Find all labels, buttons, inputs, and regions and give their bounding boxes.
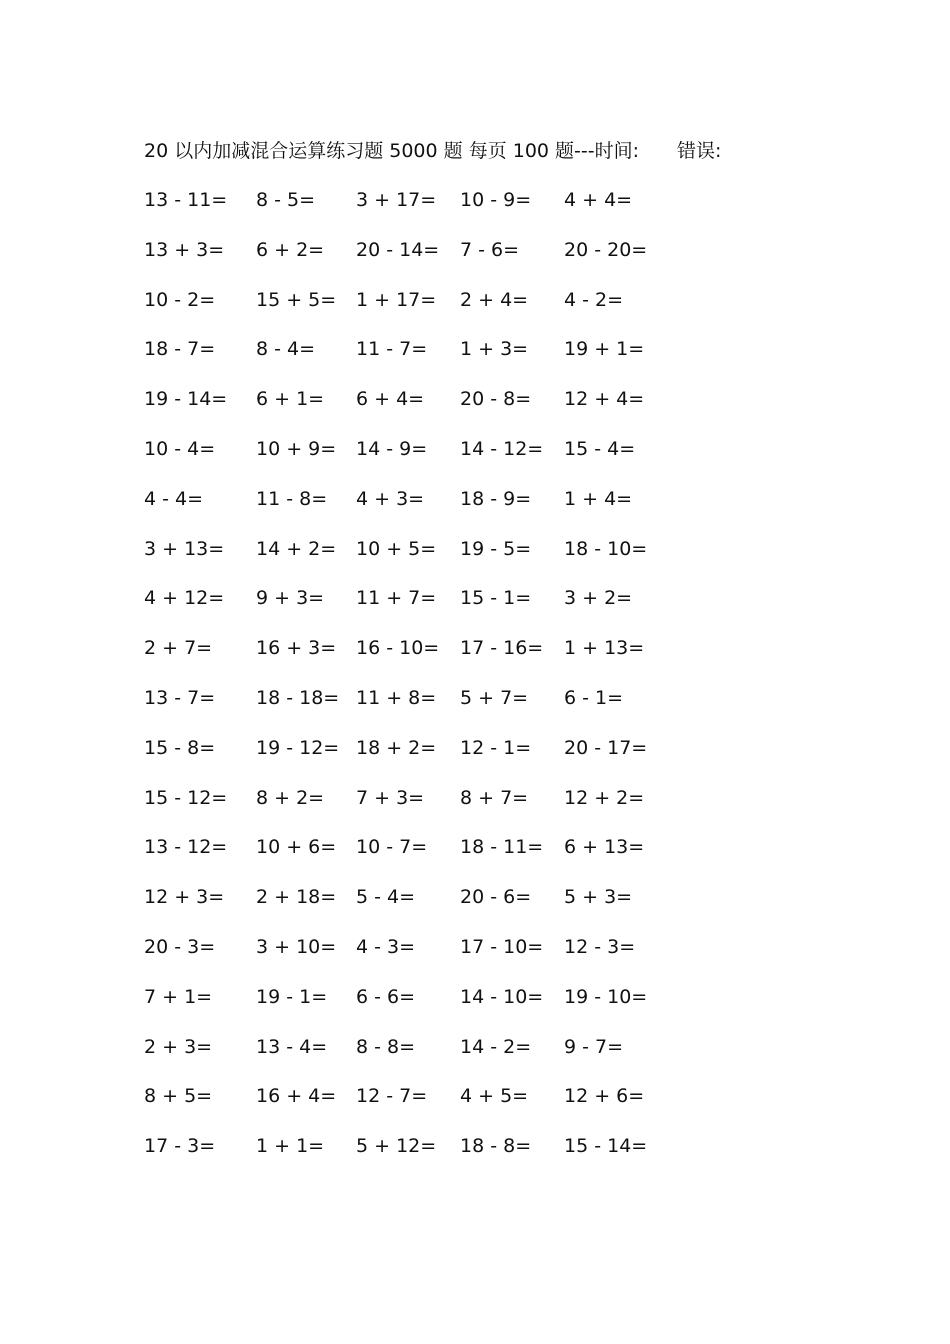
problem-row [144, 633, 684, 683]
arithmetic-problem: 3 + 17= [356, 189, 437, 211]
arithmetic-problem: 12 + 6= [564, 1085, 645, 1108]
arithmetic-problem: 2 + 18= [256, 886, 337, 909]
arithmetic-problem: 11 + 7= [356, 587, 437, 610]
arithmetic-problem: 8 - 8= [356, 1035, 416, 1058]
time-label: 时间: [594, 140, 640, 162]
arithmetic-problem: 2 + 3= [144, 1035, 213, 1058]
problem-row [144, 1032, 684, 1082]
worksheet-header [144, 136, 721, 166]
arithmetic-problem: 11 - 8= [256, 487, 328, 510]
arithmetic-problem: 9 + 3= [256, 587, 325, 610]
problem-row [144, 882, 684, 932]
arithmetic-problem: 16 - 10= [356, 637, 440, 660]
arithmetic-problem: 15 - 1= [460, 587, 532, 610]
arithmetic-problem: 19 - 12= [256, 736, 340, 759]
arithmetic-problem: 14 - 10= [460, 985, 544, 1008]
problem-row [144, 683, 684, 733]
arithmetic-problem: 14 - 12= [460, 437, 544, 460]
arithmetic-problem: 18 - 9= [460, 487, 532, 510]
arithmetic-problem: 5 + 12= [356, 1135, 437, 1158]
arithmetic-problem: 19 + 1= [564, 338, 645, 361]
arithmetic-problem: 9 - 7= [564, 1035, 624, 1058]
arithmetic-problem: 14 - 9= [356, 437, 428, 460]
arithmetic-problem: 18 - 11= [460, 836, 544, 859]
arithmetic-problem: 15 - 8= [144, 736, 216, 759]
problem-row [144, 783, 684, 833]
problem-row [144, 235, 684, 285]
arithmetic-problem: 1 + 4= [564, 487, 633, 510]
arithmetic-problem: 16 + 3= [256, 637, 337, 660]
arithmetic-problem: 13 + 3= [144, 238, 225, 261]
arithmetic-problem: 10 - 2= [144, 288, 216, 311]
arithmetic-problem: 15 - 14= [564, 1135, 648, 1158]
arithmetic-problem: 6 - 6= [356, 985, 416, 1008]
problem-row [144, 285, 684, 335]
arithmetic-problem: 17 - 10= [460, 935, 544, 958]
arithmetic-problem: 14 + 2= [256, 537, 337, 560]
arithmetic-problem: 4 - 3= [356, 935, 416, 958]
arithmetic-problem: 2 + 7= [144, 637, 213, 660]
arithmetic-problem: 20 - 6= [460, 886, 532, 909]
problem-row [144, 185, 684, 235]
arithmetic-problem: 2 + 4= [460, 288, 529, 311]
arithmetic-problem: 10 - 4= [144, 437, 216, 460]
problem-row [144, 982, 684, 1032]
arithmetic-problem: 20 - 3= [144, 935, 216, 958]
arithmetic-problem: 5 - 4= [356, 886, 416, 909]
arithmetic-problem: 11 - 7= [356, 338, 428, 361]
arithmetic-problem: 4 + 5= [460, 1085, 529, 1108]
problem-row [144, 1131, 684, 1181]
arithmetic-problem: 3 + 10= [256, 935, 337, 958]
error-label: 错误: [677, 140, 722, 162]
arithmetic-problem: 4 - 4= [144, 487, 204, 510]
arithmetic-problem: 10 - 9= [460, 189, 532, 211]
arithmetic-problem: 3 + 2= [564, 587, 633, 610]
arithmetic-problem: 4 + 12= [144, 587, 225, 610]
problem-row [144, 484, 684, 534]
arithmetic-problem: 6 + 13= [564, 836, 645, 859]
arithmetic-problem: 19 - 5= [460, 537, 532, 560]
arithmetic-problem: 10 + 6= [256, 836, 337, 859]
arithmetic-problem: 18 - 8= [460, 1135, 532, 1158]
arithmetic-problem: 6 + 2= [256, 238, 325, 261]
problem-row [144, 434, 684, 484]
arithmetic-problem: 12 + 4= [564, 388, 645, 411]
arithmetic-problem: 20 - 20= [564, 238, 648, 261]
arithmetic-problem: 14 - 2= [460, 1035, 532, 1058]
problem-row [144, 1081, 684, 1131]
arithmetic-problem: 1 + 17= [356, 288, 437, 311]
problem-row [144, 832, 684, 882]
arithmetic-problem: 15 + 5= [256, 288, 337, 311]
arithmetic-problem: 20 - 8= [460, 388, 532, 411]
arithmetic-problem: 8 + 7= [460, 786, 529, 809]
arithmetic-problem: 12 + 3= [144, 886, 225, 909]
arithmetic-problem: 15 - 4= [564, 437, 636, 460]
arithmetic-problem: 13 - 7= [144, 686, 216, 709]
arithmetic-problem: 13 - 12= [144, 836, 228, 859]
worksheet-title: 20 以内加减混合运算练习题 5000 题 每页 100 题--- [144, 140, 595, 162]
arithmetic-problem: 6 - 1= [564, 686, 624, 709]
arithmetic-problem: 3 + 13= [144, 537, 225, 560]
arithmetic-problem: 8 + 5= [144, 1085, 213, 1108]
arithmetic-problem: 12 - 7= [356, 1085, 428, 1108]
problem-row [144, 384, 684, 434]
arithmetic-problem: 7 - 6= [460, 238, 520, 261]
arithmetic-problem: 13 - 11= [144, 189, 228, 211]
arithmetic-problem: 8 - 4= [256, 338, 316, 361]
arithmetic-problem: 5 + 7= [460, 686, 529, 709]
arithmetic-problem: 4 + 3= [356, 487, 425, 510]
arithmetic-problem: 4 - 2= [564, 288, 624, 311]
arithmetic-problem: 1 + 13= [564, 637, 645, 660]
arithmetic-problem: 18 - 7= [144, 338, 216, 361]
arithmetic-problem: 18 - 18= [256, 686, 340, 709]
arithmetic-problem: 1 + 3= [460, 338, 529, 361]
arithmetic-problem: 7 + 1= [144, 985, 213, 1008]
arithmetic-problem: 6 + 4= [356, 388, 425, 411]
arithmetic-problem: 12 - 3= [564, 935, 636, 958]
arithmetic-problem: 8 + 2= [256, 786, 325, 809]
arithmetic-problem: 10 - 7= [356, 836, 428, 859]
arithmetic-problem: 13 - 4= [256, 1035, 328, 1058]
problem-row [144, 932, 684, 982]
arithmetic-problem: 12 - 1= [460, 736, 532, 759]
arithmetic-problem: 1 + 1= [256, 1135, 325, 1158]
arithmetic-problem: 10 + 9= [256, 437, 337, 460]
arithmetic-problem: 19 - 14= [144, 388, 228, 411]
problem-row [144, 334, 684, 384]
arithmetic-problem: 18 + 2= [356, 736, 437, 759]
arithmetic-problem: 17 - 3= [144, 1135, 216, 1158]
arithmetic-problem: 4 + 4= [564, 189, 633, 211]
arithmetic-problem: 18 - 10= [564, 537, 648, 560]
arithmetic-problem: 15 - 12= [144, 786, 228, 809]
arithmetic-problem: 6 + 1= [256, 388, 325, 411]
arithmetic-problem: 7 + 3= [356, 786, 425, 809]
problem-row [144, 733, 684, 783]
problem-row [144, 534, 684, 584]
arithmetic-problem: 12 + 2= [564, 786, 645, 809]
arithmetic-problem: 10 + 5= [356, 537, 437, 560]
arithmetic-problem: 19 - 10= [564, 985, 648, 1008]
arithmetic-problem: 16 + 4= [256, 1085, 337, 1108]
arithmetic-problem: 20 - 14= [356, 238, 440, 261]
problem-grid [144, 185, 684, 1181]
arithmetic-problem: 17 - 16= [460, 637, 544, 660]
arithmetic-problem: 11 + 8= [356, 686, 437, 709]
arithmetic-problem: 5 + 3= [564, 886, 633, 909]
arithmetic-problem: 19 - 1= [256, 985, 328, 1008]
arithmetic-problem: 8 - 5= [256, 189, 316, 211]
problem-row [144, 583, 684, 633]
arithmetic-problem: 20 - 17= [564, 736, 648, 759]
